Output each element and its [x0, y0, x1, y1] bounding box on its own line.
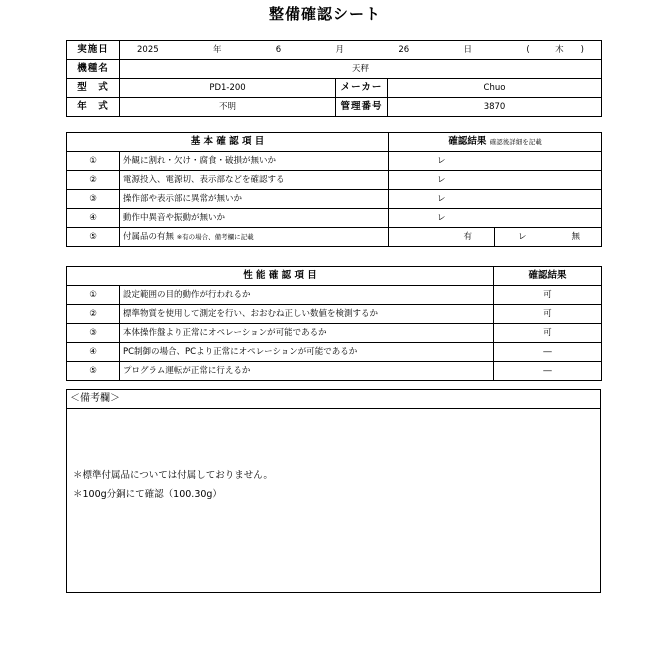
table-row: [67, 362, 602, 381]
basic-head-result-label: 確認結果: [448, 136, 487, 148]
date-label: 実施日: [67, 41, 120, 60]
table-row: [67, 209, 602, 228]
perf-head-result: 確認結果: [494, 267, 602, 286]
date-year: 2025: [137, 44, 159, 55]
row-number: ①: [67, 152, 120, 171]
mgmt-label: 管理番号: [336, 98, 388, 117]
row-number: ③: [67, 190, 120, 209]
row-item: プログラム運転が正常に行えるか: [120, 362, 494, 381]
accessory-mark: レ: [518, 231, 527, 242]
row-number: ③: [67, 324, 120, 343]
year-model-value: 不明: [120, 98, 336, 117]
date-cell: [120, 41, 602, 60]
table-row: [67, 305, 602, 324]
row-result: 可: [494, 305, 602, 324]
notes-label: ＜備考欄＞: [67, 390, 601, 409]
row-result: ―: [494, 362, 602, 381]
row-item: 設定範囲の目的動作が行われるか: [120, 286, 494, 305]
accessory-no: 無: [571, 231, 581, 242]
table-row: [67, 228, 602, 247]
note-line: ＊標準付属品については付属しておりません。: [73, 470, 273, 481]
row-result: 可: [494, 286, 602, 305]
accessory-item: 付属品の有無: [123, 231, 175, 242]
date-month-unit: 月: [335, 44, 345, 55]
table-row: [67, 324, 602, 343]
row-item: PC制御の場合、PCより正常にオペレーションが可能であるか: [120, 343, 494, 362]
date-month: 6: [275, 44, 282, 55]
basic-head-items: 基 本 確 認 項 目: [67, 133, 389, 152]
row-number: ②: [67, 171, 120, 190]
model-value: 天秤: [120, 60, 602, 79]
row-number: ④: [67, 343, 120, 362]
row-number: ④: [67, 209, 120, 228]
basic-check-table: [66, 132, 602, 247]
row-item: 本体操作盤より正常にオペレーションが可能であるか: [120, 324, 494, 343]
date-weekday: ( 木 ): [526, 44, 584, 55]
row-result: レ: [389, 152, 602, 171]
accessory-no-cell: [495, 228, 602, 247]
page-title: 整備確認シート: [268, 5, 381, 23]
row-item: 外観に割れ・欠け・腐食・破損が無いか: [120, 152, 389, 171]
row-result: ―: [494, 343, 602, 362]
model-label: 機種名: [67, 60, 120, 79]
row-result: レ: [389, 190, 602, 209]
row-number: ⑤: [67, 362, 120, 381]
basic-head-result-note: 確認後詳細を記載: [489, 138, 542, 147]
type-label: 型 式: [67, 79, 120, 98]
row-result: レ: [389, 171, 602, 190]
accessory-note: ※有の場合、備考欄に記載: [176, 232, 254, 241]
year-model-label: 年 式: [67, 98, 120, 117]
table-row: [67, 286, 602, 305]
row-item: [120, 228, 389, 247]
table-row: [67, 171, 602, 190]
maker-value: Chuo: [388, 79, 602, 98]
row-item: 操作部や表示部に異常が無いか: [120, 190, 389, 209]
perf-head-items: 性 能 確 認 項 目: [67, 267, 494, 286]
table-row: [67, 152, 602, 171]
row-number: ⑤: [67, 228, 120, 247]
row-item: 標準物質を使用して測定を行い、おおむね正しい数値を検測するか: [120, 305, 494, 324]
notes-body: [67, 409, 601, 593]
type-value: PD1-200: [120, 79, 336, 98]
maker-label: メーカー: [336, 79, 388, 98]
row-item: 電源投入、電源切、表示部などを確認する: [120, 171, 389, 190]
notes-table: [66, 389, 601, 593]
row-result: レ: [389, 209, 602, 228]
date-day-unit: 日: [463, 44, 472, 55]
row-number: ①: [67, 286, 120, 305]
basic-head-result: [389, 133, 602, 152]
performance-check-table: [66, 266, 602, 381]
row-item: 動作中異音や振動が無いか: [120, 209, 389, 228]
row-result: 可: [494, 324, 602, 343]
note-line: ＊100g分銅にて確認（100.30g）: [73, 488, 222, 500]
table-row: [67, 190, 602, 209]
header-table: [66, 40, 602, 117]
mgmt-value: 3870: [388, 98, 602, 117]
date-day: 26: [398, 44, 410, 55]
table-row: [67, 343, 602, 362]
accessory-yes: 有: [389, 228, 495, 247]
date-year-unit: 年: [212, 44, 222, 55]
row-number: ②: [67, 305, 120, 324]
